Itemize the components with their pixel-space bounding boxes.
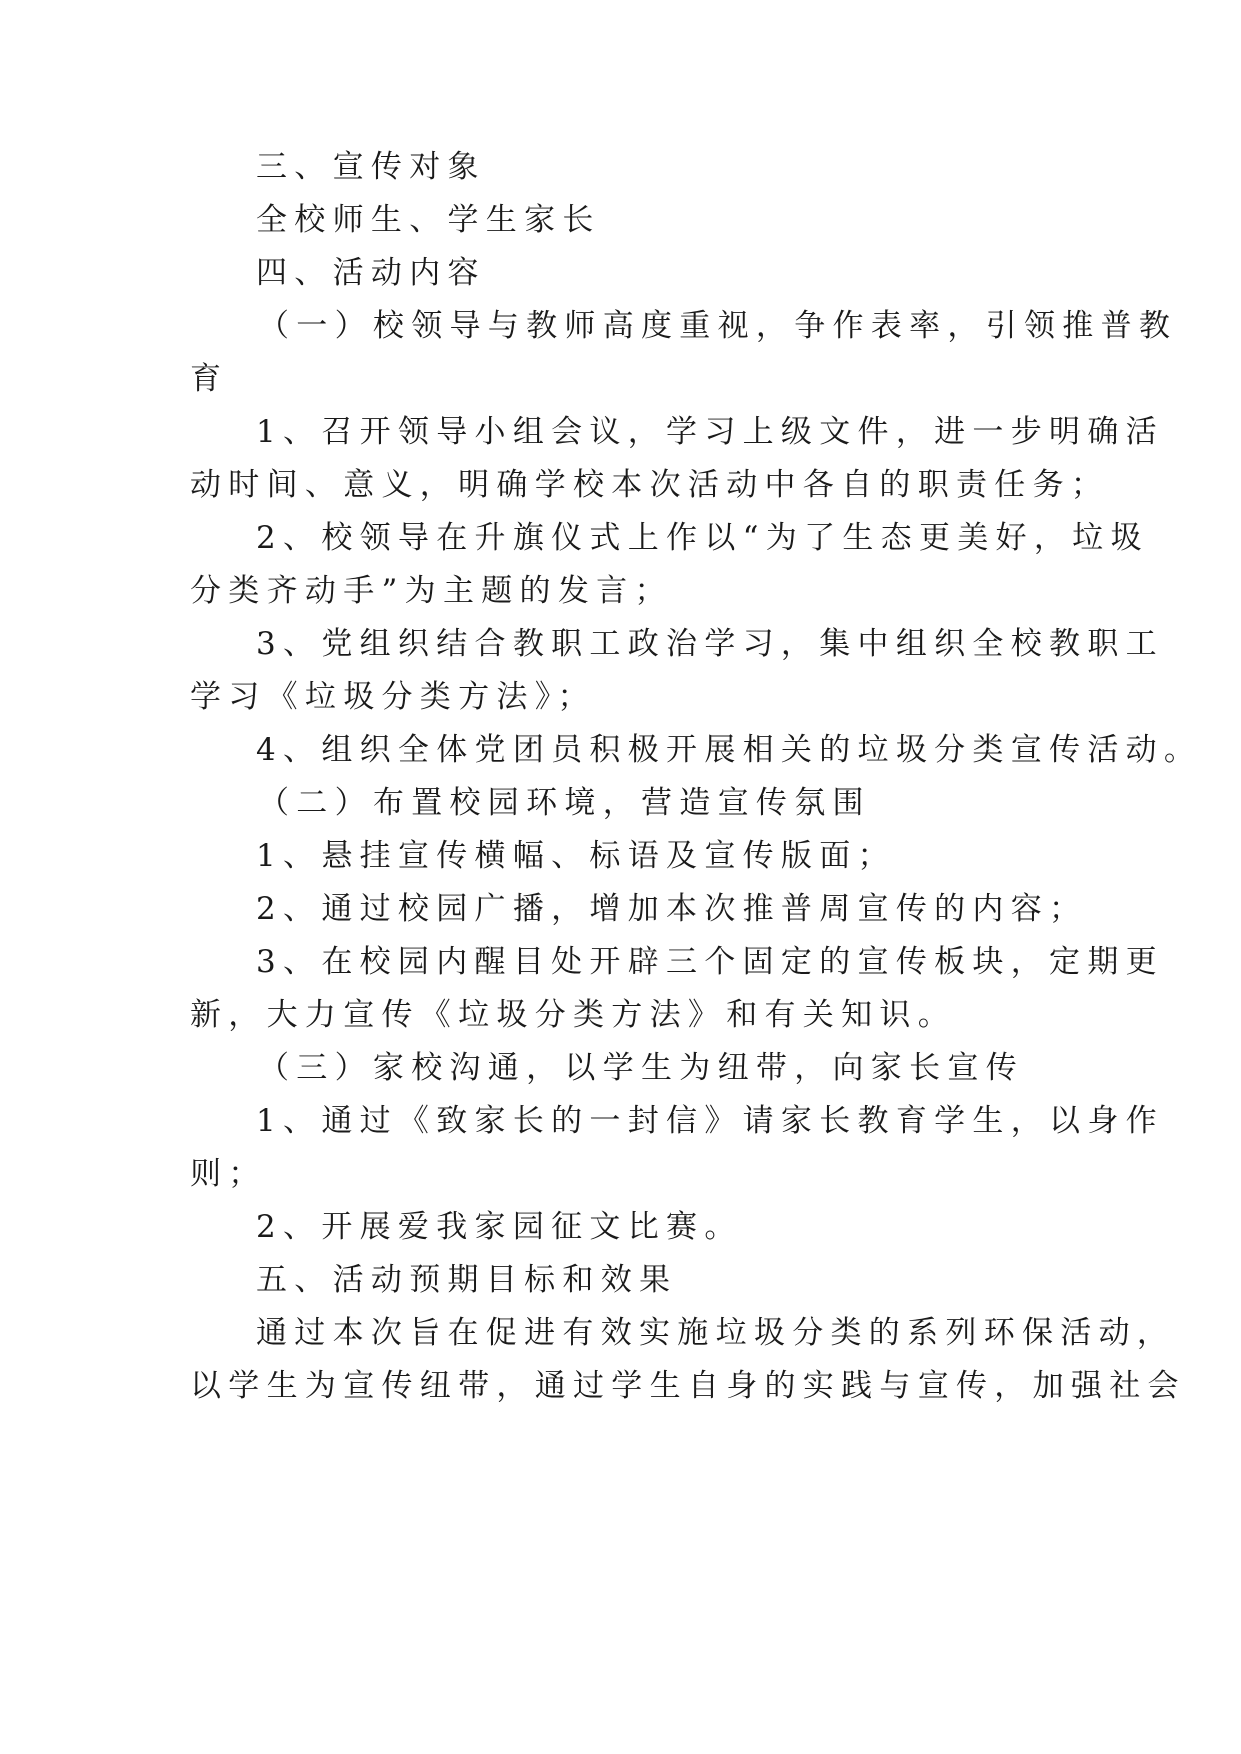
paragraph-line: 育: [190, 361, 229, 397]
list-item: 2、校领导在升旗仪式上作以“为了生态更美好，垃圾: [256, 520, 1149, 556]
section-heading-4: 四、活动内容: [256, 255, 486, 291]
paragraph-line: 分类齐动手”为主题的发言；: [190, 573, 673, 609]
subsection-heading-2: （二）布置校园环境，营造宣传氛围: [258, 785, 871, 821]
paragraph-line: 则；: [190, 1156, 267, 1192]
paragraph-line: 动时间、意义，明确学校本次活动中各自的职责任务；: [190, 467, 1110, 503]
paragraph-line: 以学生为宣传纽带，通过学生自身的实践与宣传，加强社会: [190, 1368, 1186, 1404]
list-item: 4、组织全体党团员积极开展相关的垃圾分类宣传活动。: [256, 732, 1203, 768]
paragraph-line: 全校师生、学生家长: [256, 202, 601, 238]
list-item: 3、党组织结合教职工政治学习，集中组织全校教职工: [256, 626, 1164, 662]
paragraph-line: 通过本次旨在促进有效实施垃圾分类的系列环保活动，: [256, 1315, 1176, 1351]
section-heading-3: 三、宣传对象: [256, 149, 486, 185]
subsection-heading-3: （三）家校沟通，以学生为纽带，向家长宣传: [258, 1050, 1024, 1086]
list-item: 1、悬挂宣传横幅、标语及宣传版面；: [256, 838, 896, 874]
paragraph-line: 学习《垃圾分类方法》；: [190, 679, 596, 715]
section-heading-5: 五、活动预期目标和效果: [256, 1262, 678, 1298]
list-item: 2、开展爱我家园征文比赛。: [256, 1209, 743, 1245]
list-item: 1、召开领导小组会议，学习上级文件，进一步明确活: [256, 414, 1164, 450]
paragraph-line: 新，大力宣传《垃圾分类方法》和有关知识。: [190, 997, 956, 1033]
list-item: 3、在校园内醒目处开辟三个固定的宣传板块，定期更: [256, 944, 1164, 980]
subsection-heading-1: （一）校领导与教师高度重视，争作表率，引领推普教: [258, 308, 1178, 344]
list-item: 1、通过《致家长的一封信》请家长教育学生，以身作: [256, 1103, 1164, 1139]
list-item: 2、通过校园广播，增加本次推普周宣传的内容；: [256, 891, 1088, 927]
